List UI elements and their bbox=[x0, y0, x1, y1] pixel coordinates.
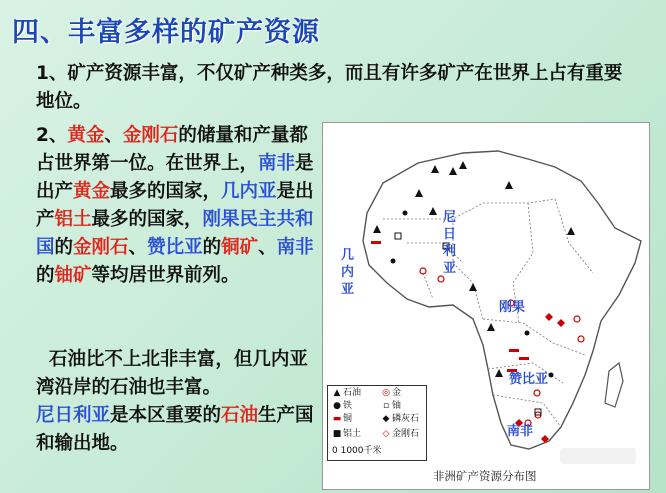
africa-mineral-map bbox=[322, 122, 650, 490]
bauxite-icon: ■ bbox=[332, 429, 342, 439]
gold-icon: ◎ bbox=[382, 388, 390, 398]
paragraph-2: 2、黄金、金刚石的储量和产量都占世界第一位。在世界上，南非是出产黄金最多的国家，几内亚是出产铝土最多的国家，刚果民主共和国的金刚石、赞比亚的铜矿、南非的铀矿等均居世界前列。 bbox=[36, 125, 314, 286]
watermark-overlay bbox=[560, 448, 636, 464]
legend-gold: ◎ 金 bbox=[380, 388, 401, 399]
phosphate-icon: ◆ bbox=[382, 414, 390, 424]
diamond-icon: ◇ bbox=[382, 429, 390, 439]
oil-icon: ▲ bbox=[333, 388, 341, 398]
map-legend bbox=[327, 385, 427, 461]
legend-iron: ● 铁 bbox=[331, 401, 352, 412]
page-title: 四、丰富多样的矿产资源 bbox=[12, 17, 320, 48]
paragraph-1: 1、矿产资源丰富，不仅矿产种类多，而且有许多矿产在世界上占有重要地位。 bbox=[36, 63, 623, 112]
label-nigeria: 尼日利亚 bbox=[443, 210, 457, 276]
legend-diamond: ◇ 金刚石 bbox=[380, 429, 419, 440]
legend-uranium: ▫ 铀 bbox=[380, 401, 401, 412]
uranium-icon: ▫ bbox=[382, 401, 390, 411]
legend-bauxite: ■ 铝土 bbox=[332, 429, 362, 439]
label-guinea: 几内亚 bbox=[341, 248, 355, 297]
legend-scale: 0 1000千米 bbox=[332, 446, 382, 456]
madagascar bbox=[605, 363, 623, 407]
label-south-africa: 南非 bbox=[507, 424, 534, 439]
label-zambia: 赞比亚 bbox=[509, 372, 549, 387]
legend-oil: ▲ 石油 bbox=[331, 388, 361, 399]
legend-copper: ▬ 铜 bbox=[332, 414, 353, 424]
iron-icon: ● bbox=[333, 401, 341, 411]
label-congo: 刚果 bbox=[499, 300, 526, 315]
paragraph-3: 石油比不上北非丰富，但几内亚湾沿岸的石油也丰富。 尼日利亚是本区重要的石油生产国和输出地。 bbox=[36, 349, 314, 454]
copper-icon: ▬ bbox=[332, 414, 342, 424]
map-caption: 非洲矿产资源分布图 bbox=[433, 469, 537, 483]
legend-phosphate: ◆ 磷灰石 bbox=[380, 414, 419, 425]
